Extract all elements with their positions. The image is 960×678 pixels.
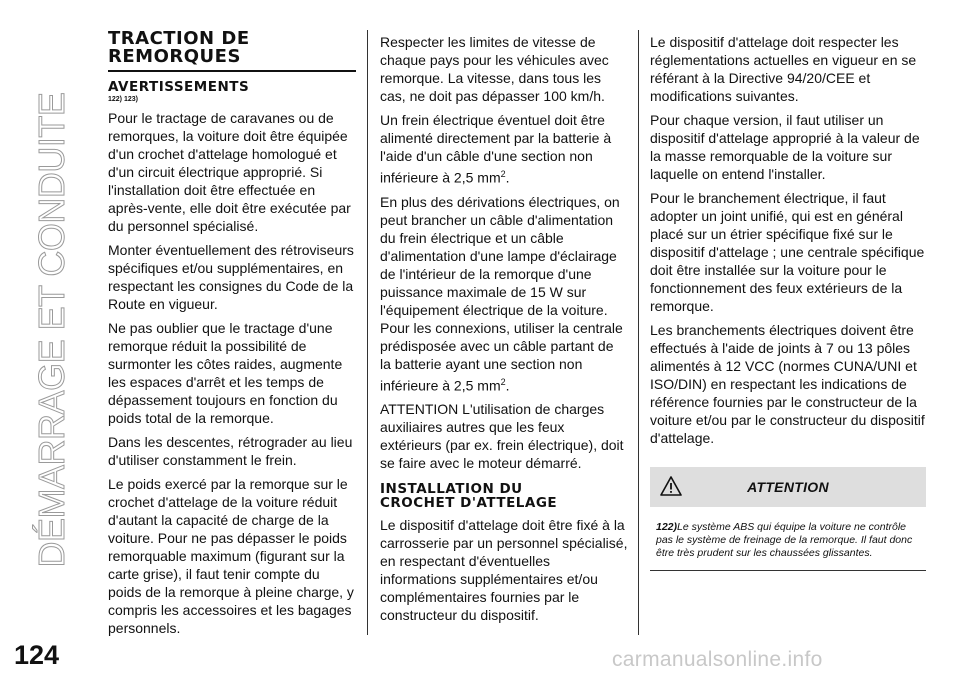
subsection-title: AVERTISSEMENTS bbox=[108, 79, 250, 95]
watermark: carmanualsonline.info bbox=[612, 648, 823, 671]
paragraph: Pour le tractage de caravanes ou de remorques, la voiture doit être équipée d'un crochet d'attelage homologué et d'un circuit électrique approprié. Si l'installation doit être effectuée en après-vente, elle doit être exécutée par du personnel spécialisé. bbox=[108, 110, 351, 234]
column-1 bbox=[108, 30, 356, 643]
subsection-title: INSTALLATION DU CROCHET D'ATTELAGE bbox=[380, 481, 558, 512]
warning-title: ATTENTION bbox=[747, 479, 829, 495]
paragraph: Dans les descentes, rétrograder au lieu d'utiliser constamment le frein. bbox=[108, 434, 353, 468]
warning-header bbox=[650, 467, 926, 507]
paragraph: Le poids exercé par la remorque sur le crochet d'attelage de la voiture réduit d'autant la capacité de charge de la voiture. Pour ne pas dépasser le poids remorquable maximum (figurant sur la carte grise), il faut tenir compte du poids de la remorque à pleine charge, y compris les accessoires et les bagages personnels. bbox=[108, 476, 354, 636]
title-rule bbox=[108, 70, 356, 72]
chapter-side-label: DÉMARRAGE ET CONDUITE bbox=[31, 92, 72, 568]
warning-text: 122)Le système ABS qui équipe la voiture ne contrôle pas le système de freinage de la remorque. Il faut donc être très prudent sur les chaussées glissantes. bbox=[650, 507, 926, 571]
column-2 bbox=[380, 33, 628, 630]
paragraph: Ne pas oublier que le tractage d'une remorque réduit la possibilité de surmonter les côtes raides, augmente les espaces d'arrêt et les temps de dépassement toujours en fonction du poids total de la remorque. bbox=[108, 320, 343, 426]
paragraph: Un frein électrique éventuel doit être alimenté directement par la batterie à l'aide d'un câble d'une section non inférieure à 2,5 $mm^2$. bbox=[380, 112, 612, 186]
warning-triangle-icon bbox=[660, 476, 682, 496]
column-divider bbox=[367, 30, 368, 635]
warning-references: 122) 123) bbox=[108, 96, 138, 103]
paragraph: Le dispositif d'attelage doit respecter les réglementations actuelles en vigueur en se référant à la Directive 94/20/CEE et modifications suivantes. bbox=[650, 34, 917, 104]
paragraph: ATTENTION L'utilisation de charges auxiliaires autres que les feux extérieurs (par ex. frein électrique), doit se faire avec le moteur démarré. bbox=[380, 401, 624, 472]
section-title: TRACTION DE REMORQUES bbox=[108, 28, 250, 67]
paragraph: Respecter les limites de vitesse de chaque pays pour les véhicules avec remorque. La vitesse, dans tous les cas, ne doit pas dépasser 100 km/h. bbox=[380, 34, 609, 104]
paragraph: Le dispositif d'attelage doit être fixé à la carrosserie par un personnel spécialisé, en respectant d'éventuelles informations supplémentaires et/ou complémentaires fournies par le constructeur du dispositif. bbox=[380, 517, 628, 624]
paragraph: Monter éventuellement des rétroviseurs spécifiques et/ou supplémentaires, en respectant les consignes du Code de la Route en vigueur. bbox=[108, 242, 354, 312]
column-3 bbox=[650, 33, 929, 571]
paragraph: Pour chaque version, il faut utiliser un dispositif d'attelage approprié à la valeur de la masse remorquable de la voiture sur laquelle on entend l'installer. bbox=[650, 112, 920, 182]
column-divider bbox=[638, 30, 639, 635]
warning-ref: 122) bbox=[656, 521, 678, 533]
paragraph: En plus des dérivations électriques, on peut brancher un câble d'alimentation du frein électrique et un câble d'alimentation d'une lampe d'éclairage de l'intérieur de la remorque d'une puissance maximale de 15 W sur l'équipement électrique de la voiture. Pour les connexions, utiliser la centrale prédisposée avec un câble partant de la batterie ayant une section non inférieure à 2,5 $mm^2$. bbox=[380, 193, 623, 394]
paragraph: Les branchements électriques doivent être effectués à l'aide de joints à 7 ou 13 pôles alimentés à 12 VCC (normes CUNA/UNI et ISO/DIN) en respectant les indications de référence fournies par le constructeur de la voiture et/ou par le constructeur du dispositif d'attelage. bbox=[650, 322, 925, 446]
paragraph: Pour le branchement électrique, il faut adopter un joint unifié, qui est en général placé sur un étrier spécifique fixé sur le dispositif d'attelage ; une centrale spécifique doit être installée sur la voiture pour le fonctionnement des feux extérieurs de la remorque. bbox=[650, 190, 925, 314]
warning-box bbox=[650, 467, 926, 571]
page-number: 124 bbox=[14, 640, 60, 670]
